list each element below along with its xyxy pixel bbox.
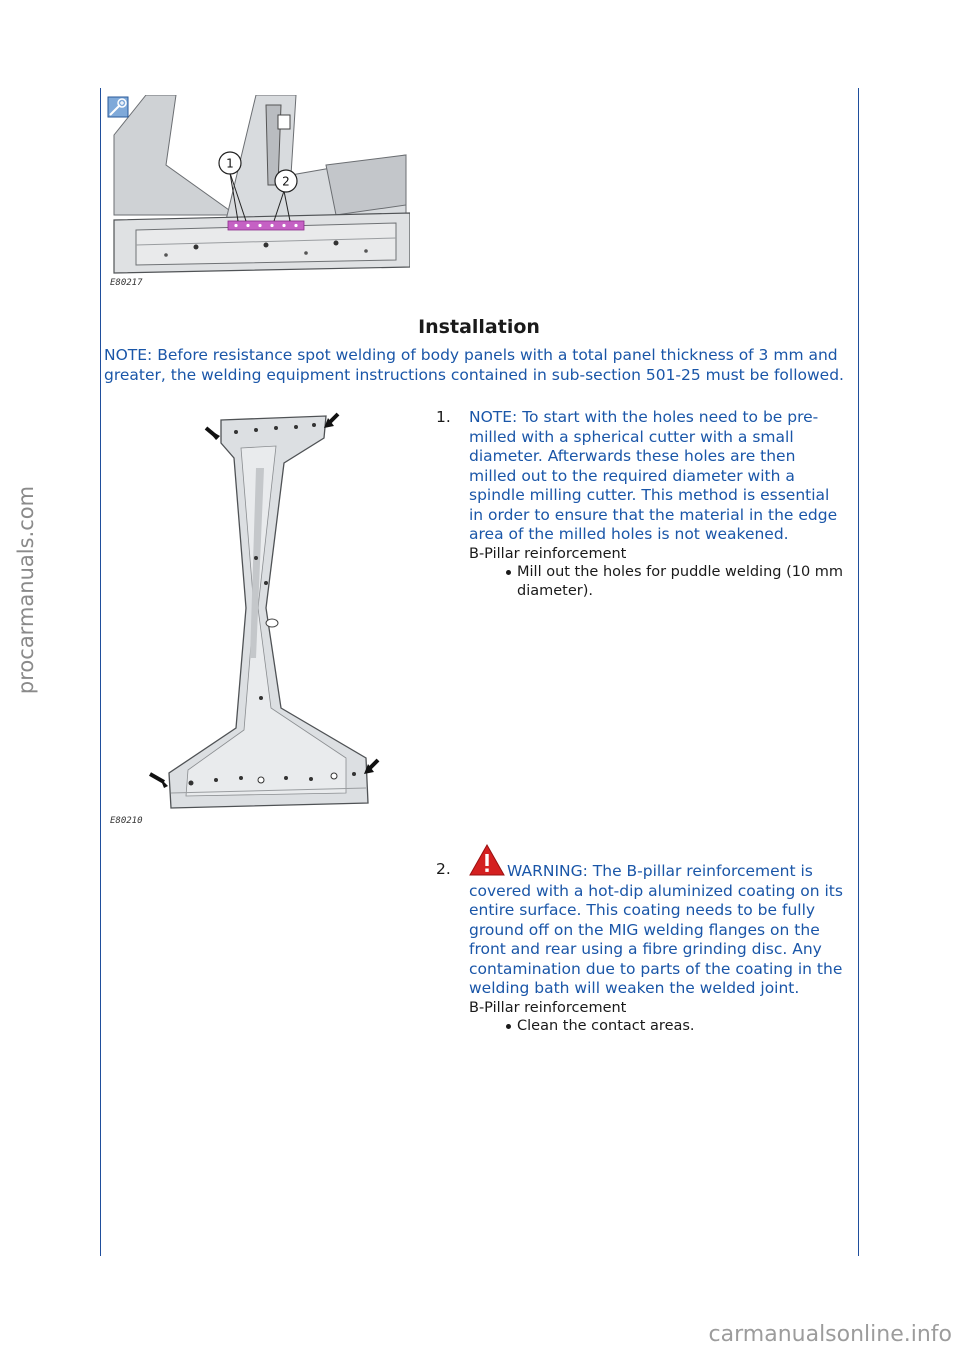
step-subject: B-Pillar reinforcement bbox=[469, 545, 627, 562]
arrow-icon-top-left bbox=[206, 428, 220, 440]
b-pillar-illustration bbox=[106, 408, 406, 813]
figure-b-pillar bbox=[106, 408, 406, 828]
bottom-watermark: carmanualsonline.info bbox=[708, 1322, 952, 1347]
list-item: Clean the contact areas. bbox=[469, 1017, 846, 1036]
step-number: 2. bbox=[436, 860, 451, 878]
arrow-icon-bottom-left bbox=[150, 774, 168, 788]
step-number: 1. bbox=[436, 408, 451, 426]
step-warning: WARNING: The B-pillar reinforcement is covered with a hot-dip aluminized coating on its entire surface. This coating needs to be fully ground off on the MIG welding flanges on the front and rear using a fibre grinding disc. Any contamination due to parts of the coating in the welding bath will weaken the welded joint. bbox=[469, 862, 843, 997]
step-subject: B-Pillar reinforcement bbox=[469, 999, 627, 1016]
callout-2: 2 bbox=[282, 174, 290, 189]
section-heading: Installation bbox=[418, 316, 540, 338]
step-bullet-list bbox=[469, 1017, 846, 1036]
step-bullet-list bbox=[469, 563, 846, 601]
step-1 bbox=[436, 408, 846, 601]
installation-note: NOTE: Before resistance spot welding of body panels with a total panel thickness of 3 mm and greater, the welding equipment instructions contained in sub-section 501-25 must be followed. bbox=[104, 346, 844, 384]
list-item: Mill out the holes for puddle welding (10 mm diameter). bbox=[469, 563, 846, 601]
figure-sill-area bbox=[106, 95, 410, 290]
left-margin-rule bbox=[100, 88, 101, 1256]
sill-illustration bbox=[106, 95, 410, 277]
side-watermark bbox=[6, 400, 46, 780]
warning-icon bbox=[469, 844, 505, 882]
right-margin-rule bbox=[858, 88, 859, 1256]
step-2 bbox=[436, 844, 846, 1036]
callout-1: 1 bbox=[226, 156, 234, 171]
step-note: NOTE: To start with the holes need to be pre-milled with a spherical cutter with a small diameter. Afterwards these holes are then milled out to the required diameter with a spindle milling cutter. This method is essential in order to ensure that the material in the edge area of the milled holes is not weakened. bbox=[469, 408, 838, 543]
figure-code-top: E80217 bbox=[110, 278, 143, 288]
side-watermark-text: procarmanuals.com bbox=[14, 485, 38, 695]
zoom-icon[interactable] bbox=[108, 97, 128, 117]
figure-code-middle: E80210 bbox=[110, 816, 143, 826]
